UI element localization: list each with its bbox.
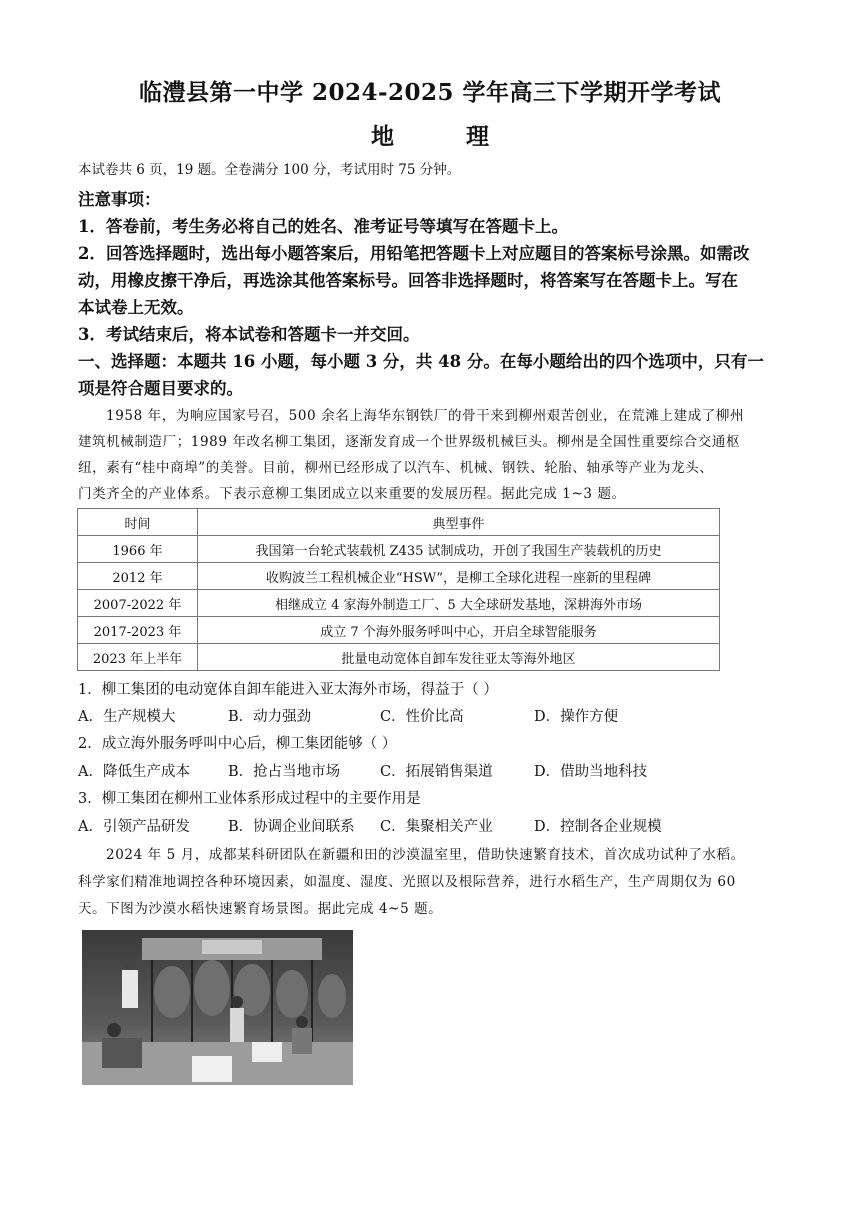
- photo-illustration: [82, 930, 353, 1085]
- notice-item: 本试卷上无效。: [78, 298, 194, 317]
- notice-heading: 注意事项：: [78, 190, 161, 209]
- passage-line: 门类齐全的产业体系。下表示意柳工集团成立以来重要的发展历程。据此完成 1~3 题。: [78, 486, 626, 502]
- option-a: A．降低生产成本: [78, 764, 190, 780]
- option-a: A．生产规模大: [78, 709, 176, 725]
- table-cell-event: 收购波兰工程机械企业“HSW”，是柳工全球化进程一座新的里程碑: [198, 563, 720, 590]
- table-cell-event: 批量电动宽体自卸车发往亚太等海外地区: [198, 644, 720, 671]
- table-row: [78, 644, 720, 671]
- option-c: C．拓展销售渠道: [380, 764, 493, 780]
- notice-item: 3．考试结束后，将本试卷和答题卡一并交回。: [78, 325, 420, 344]
- table-cell-time: 1966 年: [78, 536, 198, 563]
- table-header-time: 时间: [78, 509, 198, 536]
- subject-char-1: 地: [371, 123, 394, 150]
- table-header-row: [78, 509, 720, 536]
- exam-intro: 本试卷共 6 页，19 题。全卷满分 100 分，考试用时 75 分钟。: [78, 162, 461, 178]
- option-b: B．动力强劲: [228, 709, 312, 725]
- exam-title: 临澧县第一中学 2024-2025 学年高三下学期开学考试: [138, 79, 722, 106]
- table-cell-event: 相继成立 4 家海外制造工厂、5 大全球研发基地，深耕海外市场: [198, 590, 720, 617]
- greenhouse-rice-photo: [82, 930, 353, 1085]
- passage-line: 1958 年，为响应国家号召，500 余名上海华东钢铁厂的骨干来到柳州艰苦创业，在荒滩上建成了柳州: [106, 408, 745, 424]
- table-cell-time: 2023 年上半年: [78, 644, 198, 671]
- passage-line: 纽，素有“桂中商埠”的美誉。目前，柳州已经形成了以汽车、机械、钢铁、轮胎、轴承等产业为龙头、: [78, 460, 714, 476]
- passage-line: 建筑机械制造厂；1989 年改名柳工集团，逐渐发育成一个世界级机械巨头。柳州是全国性重要综合交通枢: [78, 434, 741, 450]
- table-row: [78, 536, 720, 563]
- notice-item: 2．回答选择题时，选出每小题答案后，用铅笔把答题卡上对应题目的答案标号涂黑。如需改: [78, 244, 750, 263]
- table-cell-time: 2012 年: [78, 563, 198, 590]
- passage-line: 2024 年 5 月，成都某科研团队在新疆和田的沙漠温室里，借助快速繁育技术，首次成功试种了水稻。: [106, 847, 745, 863]
- table-cell-event: 成立 7 个海外服务呼叫中心，开启全球智能服务: [198, 617, 720, 644]
- option-a: A．引领产品研发: [78, 819, 190, 835]
- notice-item: 1．答卷前，考生务必将自己的姓名、准考证号等填写在答题卡上。: [78, 217, 568, 236]
- option-c: C．性价比高: [380, 709, 464, 725]
- option-b: B．抢占当地市场: [228, 764, 341, 780]
- section-heading-cont: 项是符合题目要求的。: [78, 379, 243, 398]
- table-row: [78, 590, 720, 617]
- subject-title: [0, 118, 860, 151]
- history-table: [77, 508, 720, 671]
- table-cell-time: 2007-2022 年: [78, 590, 198, 617]
- option-d: D．控制各企业规模: [534, 819, 662, 835]
- option-d: D．操作方便: [534, 709, 619, 725]
- notice-item: 动，用橡皮擦干净后，再选涂其他答案标号。回答非选择题时，将答案写在答题卡上。写在: [78, 271, 738, 290]
- question-stem-2: 2．成立海外服务呼叫中心后，柳工集团能够（ ）: [78, 736, 397, 752]
- passage-line: 天。下图为沙漠水稻快速繁育场景图。据此完成 4~5 题。: [78, 901, 443, 917]
- subject-char-2: 理: [466, 123, 489, 150]
- question-stem-1: 1．柳工集团的电动宽体自卸车能进入亚太海外市场，得益于（ ）: [78, 682, 498, 698]
- passage-line: 科学家们精准地调控各种环境因素，如温度、湿度、光照以及根际营养，进行水稻生产，生产周期仅为 60: [78, 874, 736, 890]
- table-row: [78, 563, 720, 590]
- option-c: C．集聚相关产业: [380, 819, 493, 835]
- option-b: B．协调企业间联系: [228, 819, 355, 835]
- table-row: [78, 617, 720, 644]
- section-heading: 一、选择题：本题共 16 小题，每小题 3 分，共 48 分。在每小题给出的四个选项中，只有一: [78, 352, 764, 371]
- table-cell-event: 我国第一台轮式装载机 Z435 试制成功，开创了我国生产装载机的历史: [198, 536, 720, 563]
- question-stem-3: 3．柳工集团在柳州工业体系形成过程中的主要作用是: [78, 791, 421, 807]
- option-d: D．借助当地科技: [534, 764, 648, 780]
- table-cell-time: 2017-2023 年: [78, 617, 198, 644]
- table-header-event: 典型事件: [198, 509, 720, 536]
